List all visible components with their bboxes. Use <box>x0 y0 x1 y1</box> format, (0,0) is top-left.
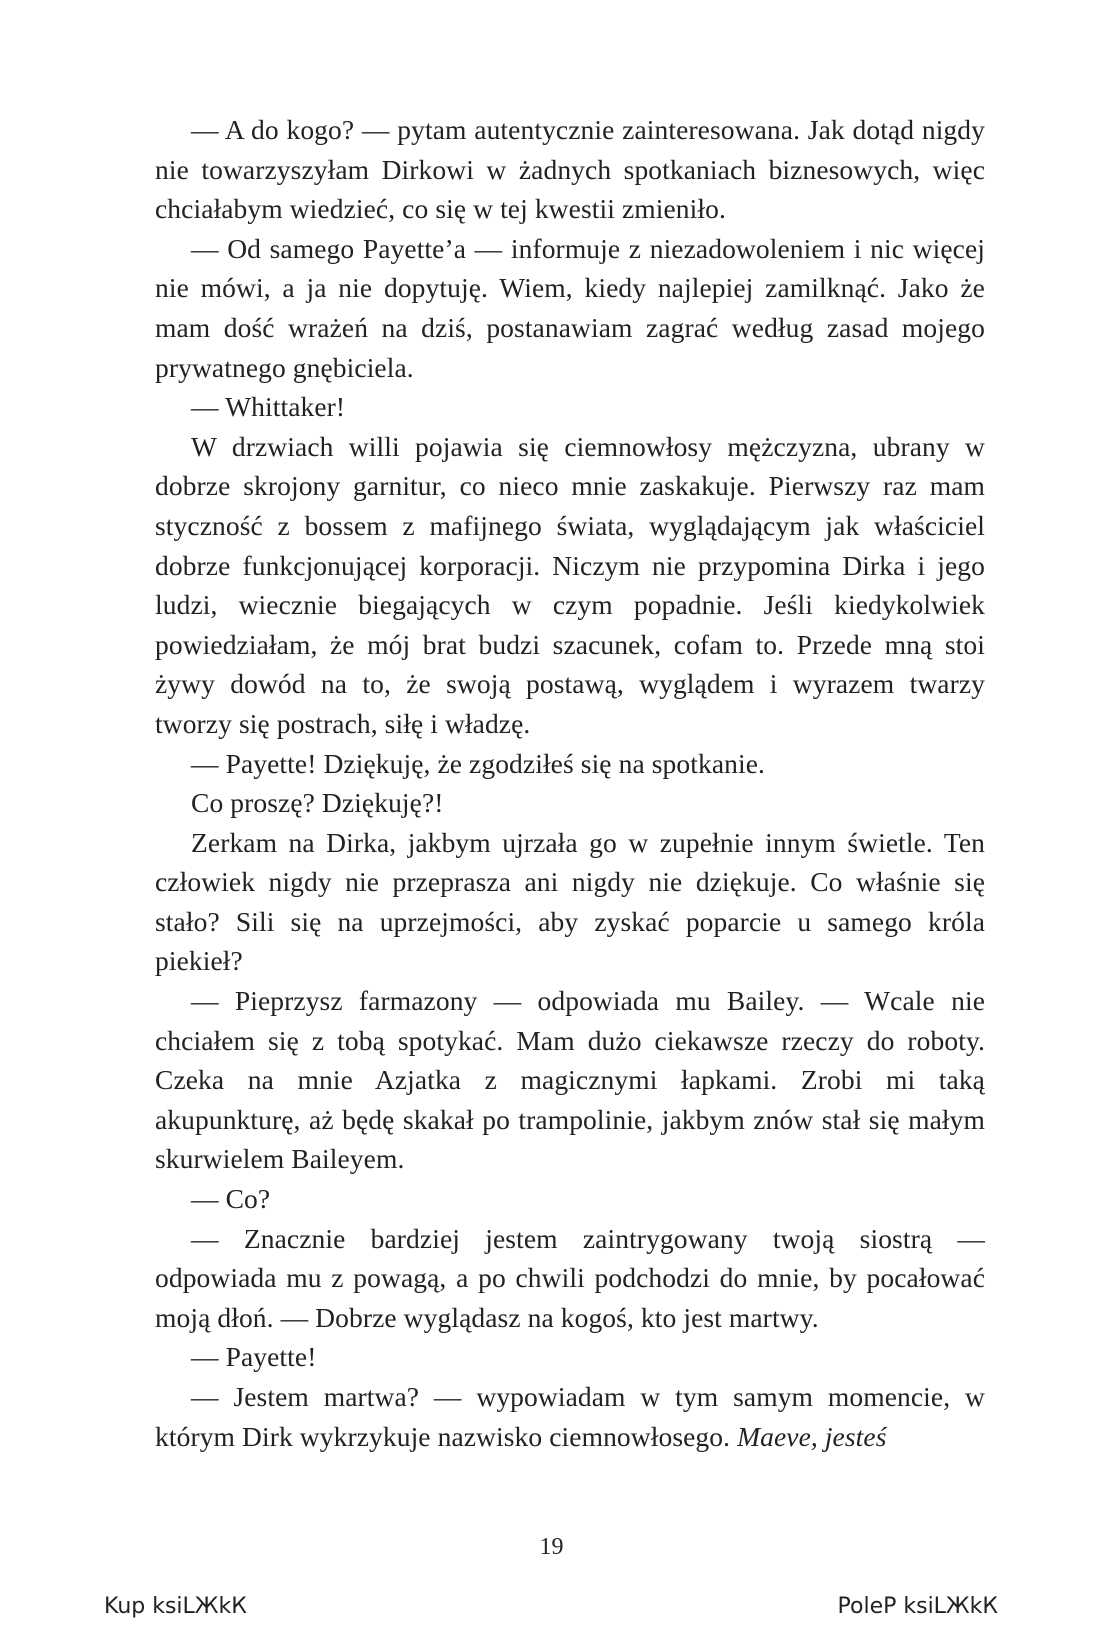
paragraph: — Od samego Payette’a — informuje z niezadowoleniem i nic więcej nie mówi, a ja nie dopytuję. Wiem, kiedy najlepiej zamilknąć. Jako że mam dość wrażeń na dziś, postanawiam zagrać według zasad mojego prywatnego gnębiciela. <box>155 232 985 383</box>
page-number: 19 <box>539 1534 564 1560</box>
paragraph: — Payette! <box>191 1341 317 1373</box>
paragraph: — Payette! Dziękuję, że zgodziłeś się na spotkanie. <box>191 747 765 779</box>
italic-text: Maeve, jesteś <box>737 1420 887 1452</box>
paragraph: Zerkam na Dirka, jakbym ujrzała go w zupełnie innym świetle. Ten człowiek nigdy nie przeprasza ani nigdy nie dziękuje. Co właśnie się stało? Sili się na uprzejmości, aby zyskać poparcie u samego króla piekieł? <box>155 826 985 977</box>
footer-link-recommend[interactable]: PoleР ksiLЖkК <box>837 1594 998 1619</box>
paragraph: — Pieprzysz farmazony — odpowiada mu Bailey. — Wcale nie chciałem się z tobą spotykać. Mam dużo ciekawsze rzeczy do roboty. Czeka na mnie Azjatka z magicznymi łapkami. Zrobi mi taką akupunkturę, aż będę skakał po trampolinie, jakbym znów stał się małym skurwielem Baileyem. <box>155 985 985 1175</box>
paragraph-text: — Jestem martwa? — wypowiadam w tym samym momencie, w którym Dirk wykrzykuje nazwisko ciemnowłosego. <box>155 1381 985 1452</box>
paragraph: Co proszę? Dziękuję?! <box>191 787 444 819</box>
paragraph: — Whittaker! <box>191 391 346 423</box>
paragraph: — Co? <box>191 1183 271 1215</box>
paragraph: — A do kogo? — pytam autentycznie zainteresowana. Jak dotąd nigdy nie towarzyszyłam Dirkowi w żadnych spotkaniach biznesowych, więc chciałabym wiedzieć, co się w tej kwestii zmieniło. <box>155 114 985 225</box>
footer-link-buy[interactable]: Kup ksiLЖkК <box>104 1594 247 1619</box>
paragraph-last <box>155 1377 985 1456</box>
body-text <box>155 110 985 1456</box>
paragraph: W drzwiach willi pojawia się ciemnowłosy mężczyzna, ubrany w dobrze skrojony garnitur, co nieco mnie zaskakuje. Pierwszy raz mam styczność z bossem z mafijnego świata, wyglądającym jak właściciel dobrze funkcjonującej korporacji. Niczym nie przypomina Dirka i jego ludzi, wiecznie biegających w czym popadnie. Jeśli kiedykolwiek powiedziałam, że mój brat budzi szacunek, cofam to. Przede mną stoi żywy dowód na to, że swoją postawą, wyglądem i wyrazem twarzy tworzy się postrach, siłę i władzę. <box>155 430 985 739</box>
paragraph: — Znacznie bardziej jestem zaintrygowany twoją siostrą — odpowiada mu z powagą, a po chwili podchodzi do mnie, by pocałować moją dłoń. — Dobrze wyglądasz na kogoś, kto jest martwy. <box>155 1222 985 1333</box>
